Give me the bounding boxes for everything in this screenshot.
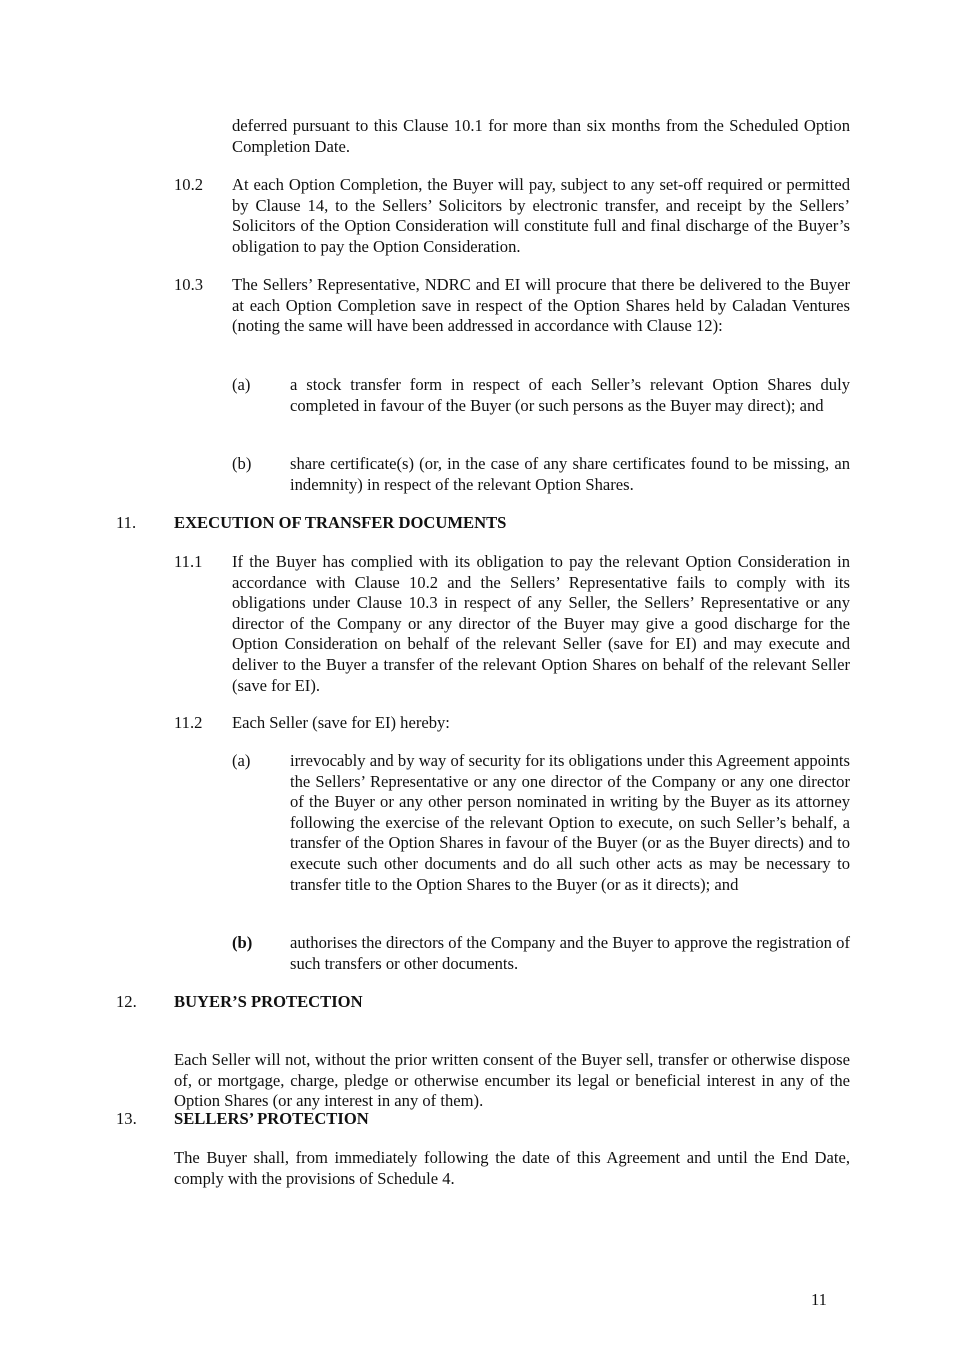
sub-clause-label: (a) <box>232 751 251 770</box>
section-number: 11. <box>116 513 137 532</box>
sub-clause-label: (a) <box>232 375 251 394</box>
section-heading: SELLERS’ PROTECTION <box>174 1109 369 1128</box>
section-heading: EXECUTION OF TRANSFER DOCUMENTS <box>174 513 507 532</box>
paragraph: The Sellers’ Representative, NDRC and EI will procure that there be delivered to the Buyer at each Option Completion save in respect of the Option Shares held by Caladan Ventures (noting the same will have been addressed in accordance with Clause 12): <box>232 275 850 336</box>
section-heading: BUYER’S PROTECTION <box>174 992 363 1011</box>
clause-number: 11.1 <box>174 552 203 571</box>
section-13-body <box>174 1148 850 1189</box>
paragraph: irrevocably and by way of security for its obligations under this Agreement appoints the Sellers’ Representative or any one director of the Company or any one director of the Buyer or any other person nominated in writing by the Buyer as its attorney following the exercise of the relevant Option to execute, on such Seller’s behalf, a transfer of the Option Shares in favour of the Buyer (or as the Buyer directs) and to execute such other documents and do all such other acts as may be necessary to transfer title to the Option Shares to the Buyer (or as it directs); and <box>290 751 850 894</box>
clause-11-2 <box>232 713 850 734</box>
clause-10-3-a <box>290 375 850 416</box>
paragraph: The Buyer shall, from immediately following the date of this Agreement and until the End Date, comply with the provisions of Schedule 4. <box>174 1148 850 1188</box>
sub-clause-label: (b) <box>232 933 253 952</box>
clause-11-1 <box>232 552 850 696</box>
paragraph: authorises the directors of the Company and the Buyer to approve the registration of such transfers or other documents. <box>290 933 850 973</box>
clause-10-3 <box>232 275 850 337</box>
section-number: 12. <box>116 992 137 1011</box>
sub-clause-label: (b) <box>232 454 252 473</box>
section-number: 13. <box>116 1109 137 1128</box>
paragraph: deferred pursuant to this Clause 10.1 for more than six months from the Scheduled Option Completion Date. <box>232 116 850 156</box>
clause-11-2-a <box>290 751 850 895</box>
clause-number: 10.2 <box>174 175 204 194</box>
clause-10-3-b <box>290 454 850 495</box>
clause-10-1-continuation <box>232 116 850 157</box>
paragraph: Each Seller will not, without the prior written consent of the Buyer sell, transfer or otherwise dispose of, or mortgage, charge, pledge or otherwise encumber its legal or beneficial interest in any of the Option Shares (or any interest in any of them). <box>174 1050 850 1111</box>
paragraph: Each Seller (save for EI) hereby: <box>232 713 450 732</box>
paragraph: a stock transfer form in respect of each Seller’s relevant Option Shares duly completed in favour of the Buyer (or such persons as the Buyer may direct); and <box>290 375 850 415</box>
page-number: 11 <box>811 1290 827 1309</box>
section-12-body <box>174 1050 850 1112</box>
paragraph: At each Option Completion, the Buyer will pay, subject to any set-off required or permitted by Clause 14, to the Sellers’ Solicitors by electronic transfer, and receipt by the Sellers’ Solicitors of the Option Consideration will constitute full and final discharge of the Buyer’s obligation to pay the Option Consideration. <box>232 175 850 256</box>
clause-number: 11.2 <box>174 713 203 732</box>
clause-number: 10.3 <box>174 275 204 294</box>
paragraph: If the Buyer has complied with its obligation to pay the relevant Option Consideration in accordance with Clause 10.2 and the Sellers’ Representative fails to comply with its obligations under Clause 10.3 in respect of any Seller, the Sellers’ Representative or any director of the Company or any director of the Buyer may give a good discharge for the Option Consideration on behalf of the relevant Seller (save for EI) and may execute and deliver to the Buyer a transfer of the relevant Option Shares on behalf of the relevant Seller (save for EI). <box>232 552 850 695</box>
paragraph: share certificate(s) (or, in the case of any share certificates found to be missing, an indemnity) in respect of the relevant Option Shares. <box>290 454 850 494</box>
clause-11-2-b <box>290 933 850 974</box>
clause-10-2 <box>232 175 850 257</box>
